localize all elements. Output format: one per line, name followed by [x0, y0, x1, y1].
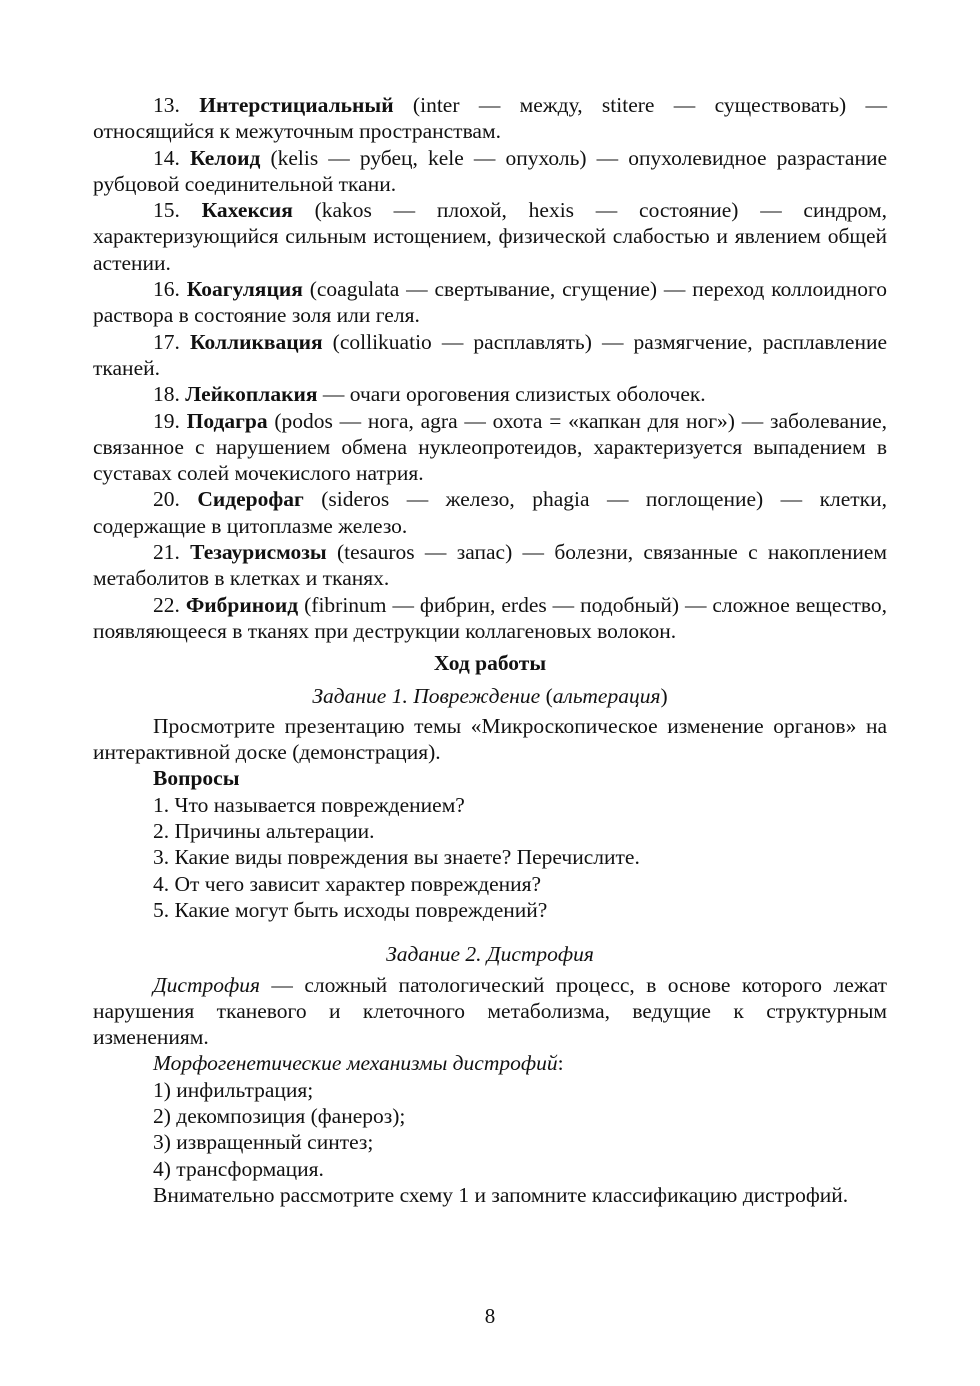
task1-intro: Просмотрите презентацию темы «Микроскопическое изменение органов» на интерактивной доске (демонстрация). [93, 713, 887, 765]
term-entry [93, 276, 887, 329]
term-number: 19. [153, 408, 180, 433]
task1-paren-close: ) [660, 683, 668, 708]
term-number: 16. [153, 277, 180, 302]
mechanisms-label-colon: : [557, 1051, 564, 1076]
task2-title: Задание 2. Дистрофия [386, 942, 594, 967]
term-definition: (sideros — железо, phagia — поглощение) — клетки, содержащие в цитоплазме железо. [93, 487, 888, 538]
mechanism-item: 2) декомпозиция (фанероз); [153, 1103, 406, 1128]
question-item: 4. От чего зависит характер повреждения? [153, 871, 542, 896]
term-definition: (tesauros — запас) — болезни, связанные с накоплением метаболитов в клетках и тканях. [93, 540, 887, 591]
term-definition: (fibrinum — фибрин, erdes — подобный) — сложное вещество, появляющееся в тканях при деструкции коллагеновых волокон. [93, 592, 888, 643]
term-definition: (coagulata — свертывание, сгущение) — переход коллоидного раствора в состояние золя или геля. [93, 277, 888, 328]
page-number: 8 [484, 1304, 496, 1328]
term-number: 15. [153, 198, 180, 223]
term-entry [93, 592, 887, 645]
task2-def-term: Дистрофия [153, 972, 261, 997]
term-definition: (podos — нога, agra — охота = «капкан для ног») — заболевание, связанное с нарушением обмена нуклеопротеидов, характеризуется выпадением в суставах солей мочекислого натрия. [93, 408, 888, 486]
term-name: Колликвация [189, 329, 323, 354]
task2-def-text: — сложный патологический процесс, в основе которого лежат нарушения тканевого и клеточного метаболизма, ведущие к структурным изменениям. [93, 972, 887, 1050]
task1-title-prefix: Задание 1. Повреждение [312, 683, 546, 708]
mechanisms-list [93, 1077, 887, 1182]
term-entry [93, 329, 887, 382]
term-entry [93, 408, 887, 487]
question-item: 1. Что называется повреждением? [153, 792, 465, 817]
question-item: 3. Какие виды повреждения вы знаете? Перечислите. [153, 845, 640, 870]
term-name: Лейкоплакия [185, 382, 318, 407]
term-definition: (kelis — рубец, kele — опухоль) — опухолевидное разрастание рубцовой соединительной ткани. [93, 145, 887, 196]
mechanism-item: 3) извращенный синтез; [153, 1130, 374, 1155]
term-name: Подагра [186, 408, 268, 433]
term-entry [93, 381, 887, 407]
question-item: 2. Причины альтерации. [153, 819, 375, 844]
term-number: 14. [153, 145, 180, 170]
term-number: 21. [153, 540, 180, 565]
term-name: Коагуляция [186, 277, 303, 302]
term-number: 17. [153, 329, 180, 354]
mechanisms-label-text: Морфогенетические механизмы дистрофий [153, 1051, 558, 1076]
term-name: Келоид [189, 145, 261, 170]
questions-list [93, 792, 887, 923]
term-name: Тезаурисмозы [190, 540, 327, 565]
term-definition: (collikuatio — расплавлять) — размягчение, расплавление тканей. [93, 329, 887, 380]
mechanism-item: 4) трансформация. [153, 1156, 324, 1181]
mechanism-item: 1) инфильтрация; [153, 1077, 314, 1102]
term-name: Кахексия [201, 198, 293, 223]
mechanisms-label [93, 1050, 887, 1076]
page-body [93, 92, 887, 1208]
term-entry [93, 92, 887, 145]
term-entry [93, 145, 887, 198]
term-number: 22. [153, 592, 180, 617]
term-entry [93, 197, 887, 276]
section-heading: Ход работы [433, 651, 547, 676]
questions-label: Вопросы [153, 766, 240, 791]
term-definition: — очаги ороговения слизистых оболочек. [317, 382, 706, 407]
term-name: Интерстициальный [199, 93, 394, 117]
task1-title [93, 683, 887, 709]
task1-paren-open: ( [545, 683, 553, 708]
term-entry [93, 486, 887, 539]
task2-closing: Внимательно рассмотрите схему 1 и запомните классификацию дистрофий. [153, 1182, 849, 1207]
question-item: 5. Какие могут быть исходы повреждений? [153, 897, 548, 922]
terms-list [93, 92, 887, 644]
term-definition: (inter — между, stitere — существовать) — относящийся к межуточным пространствам. [93, 93, 888, 144]
term-name: Фибриноид [185, 592, 299, 617]
term-name: Сидерофаг [197, 487, 304, 512]
task2-definition [93, 972, 887, 1051]
term-definition: (kakos — плохой, hexis — состояние) — синдром, характеризующийся сильным истощением, физической слабостью и явлением общей астении. [93, 198, 887, 275]
term-number: 20. [153, 487, 180, 512]
term-number: 18. [153, 382, 180, 407]
term-entry [93, 539, 887, 592]
term-number: 13. [153, 93, 180, 117]
task1-paren-word: альтерация [552, 683, 661, 708]
